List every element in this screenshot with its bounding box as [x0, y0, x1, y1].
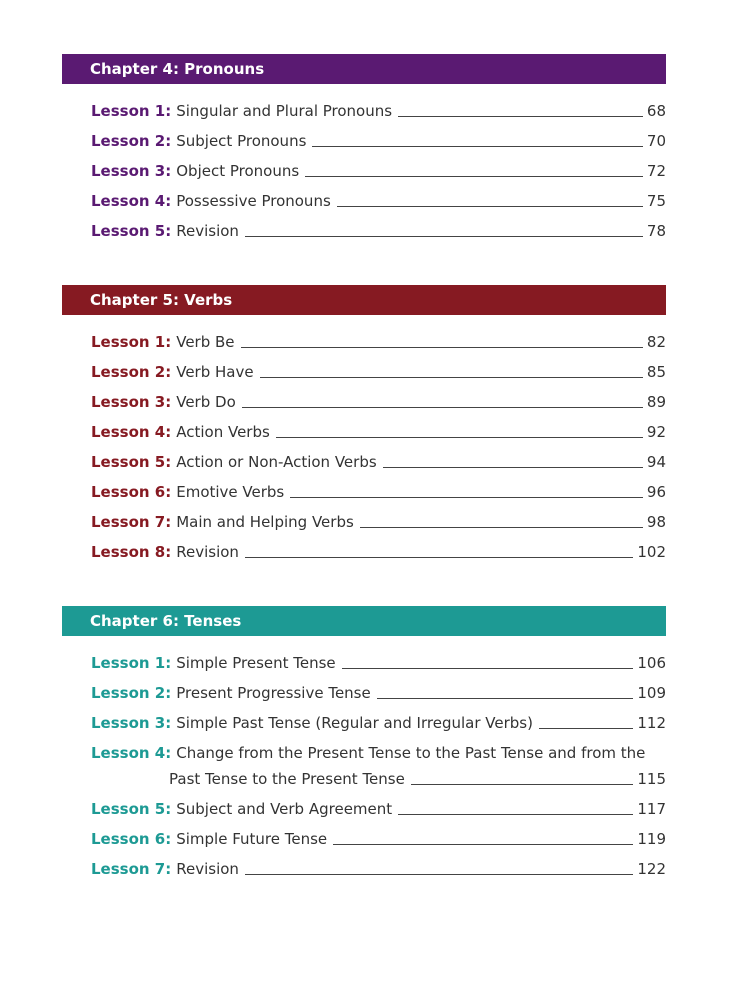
page-number: 94 [646, 453, 666, 471]
lesson-title: Change from the Present Tense to the Past Tense and from the [176, 744, 646, 762]
lesson-number: Lesson 6: [91, 483, 172, 501]
lesson-number: Lesson 3: [91, 162, 172, 180]
lesson-title: Subject and Verb Agreement [176, 800, 393, 818]
lesson-entry[interactable] [91, 213, 666, 243]
chapter-header: Chapter 6: Tenses [62, 606, 666, 636]
lesson-title: Revision [176, 543, 239, 561]
dot-leader [312, 146, 643, 147]
dot-leader [360, 527, 643, 528]
lesson-number: Lesson 5: [91, 453, 172, 471]
lesson-number: Lesson 4: [91, 744, 172, 762]
lesson-number: Lesson 2: [91, 684, 172, 702]
lesson-title: Verb Have [176, 363, 254, 381]
page-number: 109 [637, 684, 666, 702]
lesson-title-continued: Past Tense to the Present Tense [169, 770, 405, 788]
dot-leader [260, 377, 643, 378]
lesson-number: Lesson 8: [91, 543, 172, 561]
chapter-header: Chapter 4: Pronouns [62, 54, 666, 84]
lesson-entry[interactable] [91, 414, 666, 444]
lesson-entry[interactable] [91, 821, 666, 851]
dot-leader [242, 407, 643, 408]
lesson-entry[interactable] [91, 534, 666, 564]
dot-leader [398, 116, 643, 117]
dot-leader [411, 784, 634, 785]
dot-leader [342, 668, 634, 669]
lesson-number: Lesson 3: [91, 714, 172, 732]
lesson-title: Simple Present Tense [176, 654, 336, 672]
dot-leader [290, 497, 643, 498]
lesson-number: Lesson 2: [91, 132, 172, 150]
chapter-tenses [62, 606, 666, 881]
page-number: 106 [637, 654, 666, 672]
chapter-pronouns [62, 54, 666, 243]
page-number: 117 [637, 800, 666, 818]
lesson-entry[interactable] [91, 735, 666, 791]
page-number: 70 [646, 132, 666, 150]
page-number: 112 [637, 714, 666, 732]
lesson-entry[interactable] [91, 93, 666, 123]
lesson-entry[interactable] [91, 123, 666, 153]
dot-leader [337, 206, 643, 207]
lesson-entry[interactable] [91, 791, 666, 821]
lesson-number: Lesson 4: [91, 192, 172, 210]
dot-leader [305, 176, 643, 177]
lesson-title: Subject Pronouns [176, 132, 307, 150]
lesson-entry[interactable] [91, 705, 666, 735]
lesson-entry[interactable] [91, 324, 666, 354]
lesson-number: Lesson 2: [91, 363, 172, 381]
page-number: 75 [646, 192, 666, 210]
page-number: 92 [646, 423, 666, 441]
lesson-title: Simple Past Tense (Regular and Irregular Verbs) [176, 714, 533, 732]
dot-leader [539, 728, 633, 729]
lesson-entry[interactable] [91, 851, 666, 881]
dot-leader [245, 557, 633, 558]
lesson-entry[interactable] [91, 354, 666, 384]
lesson-number: Lesson 1: [91, 333, 172, 351]
lesson-number: Lesson 5: [91, 800, 172, 818]
lesson-title: Simple Future Tense [176, 830, 328, 848]
page-number: 96 [646, 483, 666, 501]
dot-leader [333, 844, 633, 845]
lesson-entry[interactable] [91, 675, 666, 705]
lesson-title: Revision [176, 222, 239, 240]
page-number: 72 [646, 162, 666, 180]
dot-leader [398, 814, 633, 815]
lesson-entry[interactable] [91, 384, 666, 414]
lesson-title: Verb Be [176, 333, 235, 351]
lesson-title: Object Pronouns [176, 162, 300, 180]
lesson-title: Action Verbs [176, 423, 270, 441]
page-number: 68 [646, 102, 666, 120]
dot-leader [245, 236, 643, 237]
chapter-verbs [62, 285, 666, 564]
lesson-title: Singular and Plural Pronouns [176, 102, 393, 120]
page-number: 89 [646, 393, 666, 411]
lesson-entry[interactable] [91, 183, 666, 213]
lesson-number: Lesson 1: [91, 654, 172, 672]
page-number: 122 [637, 860, 666, 878]
lesson-entry[interactable] [91, 504, 666, 534]
dot-leader [245, 874, 633, 875]
lesson-number: Lesson 4: [91, 423, 172, 441]
lesson-number: Lesson 3: [91, 393, 172, 411]
lesson-title: Present Progressive Tense [176, 684, 371, 702]
dot-leader [276, 437, 643, 438]
lesson-number: Lesson 7: [91, 860, 172, 878]
page-number: 82 [646, 333, 666, 351]
lesson-number: Lesson 6: [91, 830, 172, 848]
lesson-title: Main and Helping Verbs [176, 513, 354, 531]
lesson-title: Verb Do [176, 393, 236, 411]
page-number: 102 [637, 543, 666, 561]
lesson-entry[interactable] [91, 153, 666, 183]
dot-leader [383, 467, 643, 468]
page-number: 98 [646, 513, 666, 531]
lesson-title: Emotive Verbs [176, 483, 285, 501]
lesson-title: Possessive Pronouns [176, 192, 331, 210]
lesson-entry[interactable] [91, 645, 666, 675]
page-number: 115 [637, 770, 666, 788]
page-number: 85 [646, 363, 666, 381]
lesson-number: Lesson 1: [91, 102, 172, 120]
page-number: 119 [637, 830, 666, 848]
chapter-header: Chapter 5: Verbs [62, 285, 666, 315]
lesson-number: Lesson 5: [91, 222, 172, 240]
lesson-entry[interactable] [91, 474, 666, 504]
lesson-entry[interactable] [91, 444, 666, 474]
page-number: 78 [646, 222, 666, 240]
lesson-title: Revision [176, 860, 239, 878]
lesson-title: Action or Non-Action Verbs [176, 453, 377, 471]
dot-leader [241, 347, 643, 348]
dot-leader [377, 698, 634, 699]
lesson-number: Lesson 7: [91, 513, 172, 531]
